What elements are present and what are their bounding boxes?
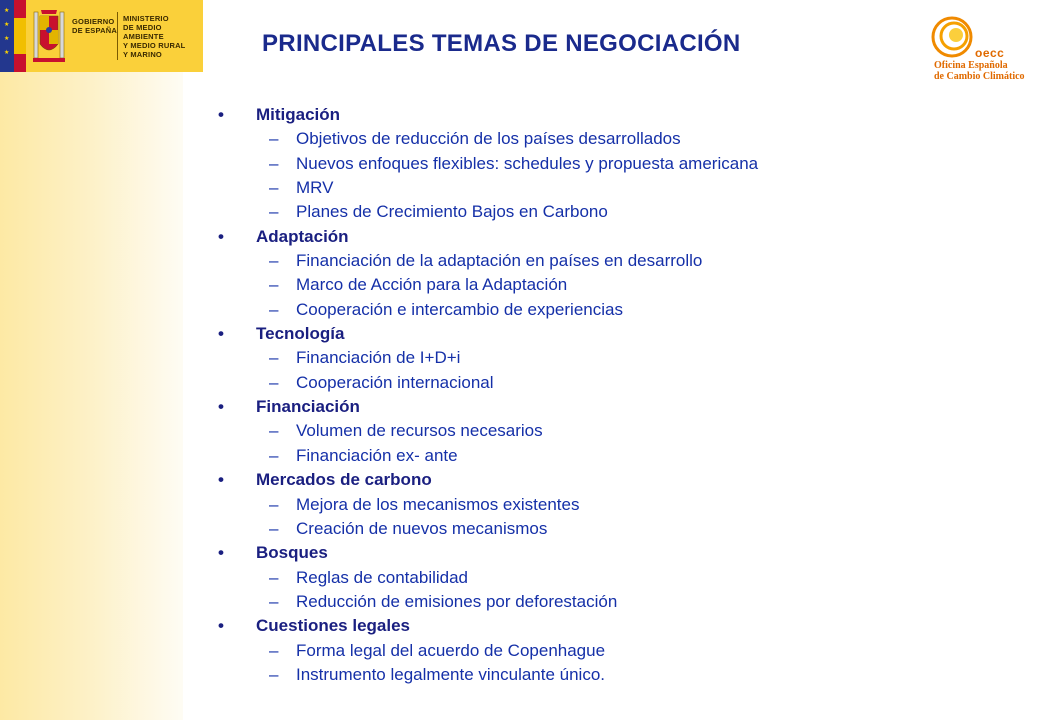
bullet-icon: •	[218, 105, 224, 124]
subtopic-item	[218, 639, 758, 663]
subtopic-text: Nuevos enfoques flexibles: schedules y propuesta americana	[296, 153, 759, 173]
dash-icon: –	[269, 251, 279, 271]
dash-icon: –	[269, 664, 279, 684]
government-line: DE ESPAÑA	[72, 26, 118, 35]
government-line: GOBIERNO	[72, 17, 115, 26]
bullet-icon: •	[218, 226, 224, 246]
subtopic-item	[218, 493, 758, 517]
page-title: PRINCIPALES TEMAS DE NEGOCIACIÓN	[262, 30, 741, 57]
subtopic-item	[218, 152, 758, 176]
dash-icon: –	[269, 153, 279, 173]
subtopic-text: Financiación ex- ante	[296, 445, 458, 465]
oecc-spiral-icon	[930, 15, 980, 60]
subtopic-list	[218, 249, 758, 322]
subtopic-text: Cooperación internacional	[296, 372, 494, 392]
subtopic-text: Planes de Crecimiento Bajos en Carbono	[296, 202, 608, 222]
eu-star-icon: ★	[4, 50, 10, 56]
subtopic-list	[218, 346, 758, 395]
topic-title: Cuestiones legales	[256, 616, 411, 636]
subtopic-text: Objetivos de reducción de los países desarrollados	[296, 129, 681, 149]
coat-of-arms-icon	[32, 6, 66, 66]
topic-title: Tecnología	[256, 324, 345, 344]
topic-bosques	[218, 541, 758, 614]
topic-heading	[218, 322, 758, 346]
subtopic-item	[218, 590, 758, 614]
subtopic-item	[218, 298, 758, 322]
subtopic-item	[218, 371, 758, 395]
dash-icon: –	[269, 591, 279, 611]
topic-mitigacion	[218, 103, 758, 225]
bullet-icon: •	[218, 324, 224, 344]
oecc-abbreviation: oecc	[975, 46, 1005, 60]
subtopic-item	[218, 176, 758, 200]
oecc-logo	[930, 15, 1035, 85]
subtopic-item	[218, 127, 758, 151]
ministry-line: DE MEDIO AMBIENTE	[123, 23, 164, 41]
topics-list	[218, 103, 758, 687]
logo-divider	[117, 12, 118, 60]
subtopic-text: Forma legal del acuerdo de Copenhague	[296, 640, 606, 660]
topic-heading	[218, 395, 758, 419]
ministry-text	[123, 14, 203, 59]
subtopic-item	[218, 419, 758, 443]
dash-icon: –	[269, 421, 279, 441]
dash-icon: –	[269, 348, 279, 368]
subtopic-list	[218, 493, 758, 542]
subtopic-text: Reglas de contabilidad	[296, 567, 469, 587]
subtopic-item	[218, 566, 758, 590]
government-logo	[0, 0, 203, 72]
dash-icon: –	[269, 202, 279, 222]
topic-heading	[218, 225, 758, 249]
subtopic-text: Volumen de recursos necesarios	[296, 421, 543, 441]
subtopic-list	[218, 639, 758, 688]
dash-icon: –	[269, 640, 279, 660]
subtopic-item	[218, 249, 758, 273]
subtopic-list	[218, 419, 758, 468]
subtopic-text: Creación de nuevos mecanismos	[296, 518, 548, 538]
topic-mercados-de-carbono	[218, 468, 758, 541]
subtopic-item	[218, 663, 758, 687]
dash-icon: –	[269, 129, 279, 149]
eu-star-icon: ★	[4, 8, 10, 14]
subtopic-item	[218, 200, 758, 224]
dash-icon: –	[269, 372, 279, 392]
topic-title: Financiación	[256, 397, 360, 417]
topic-heading	[218, 614, 758, 638]
bullet-icon: •	[218, 543, 224, 563]
subtopic-item	[218, 517, 758, 541]
subtopic-text: Cooperación e intercambio de experiencias	[296, 299, 623, 319]
dash-icon: –	[269, 299, 279, 319]
dash-icon: –	[269, 567, 279, 587]
topic-title: Adaptación	[256, 226, 349, 246]
oecc-name-line2: de Cambio Climático	[934, 71, 1025, 82]
subtopic-text: Marco de Acción para la Adaptación	[296, 275, 568, 295]
dash-icon: –	[269, 494, 279, 514]
dash-icon: –	[269, 275, 279, 295]
topic-adaptacion	[218, 225, 758, 322]
subtopic-text: Mejora de los mecanismos existentes	[296, 494, 580, 514]
subtopic-text: MRV	[296, 178, 334, 198]
topic-financiacion	[218, 395, 758, 468]
ministry-line: Y MEDIO RURAL	[123, 41, 186, 50]
bullet-icon: •	[218, 470, 224, 490]
subtopic-text: Financiación de la adaptación en países en desarrollo	[296, 251, 703, 271]
bullet-icon: •	[218, 616, 224, 636]
eu-star-icon: ★	[4, 36, 10, 42]
topic-tecnologia	[218, 322, 758, 395]
spain-flag-icon	[14, 0, 26, 72]
topic-title: Mitigación	[256, 105, 341, 124]
government-text	[72, 17, 117, 35]
topic-heading	[218, 541, 758, 565]
topic-title: Bosques	[256, 543, 328, 563]
ministry-line: Y MARINO	[123, 50, 162, 59]
subtopic-item	[218, 444, 758, 468]
topic-heading	[218, 103, 758, 127]
side-gradient-band	[0, 72, 183, 720]
ministry-line: MINISTERIO	[123, 14, 169, 23]
subtopic-list	[218, 566, 758, 615]
subtopic-text: Instrumento legalmente vinculante único.	[296, 664, 606, 684]
dash-icon: –	[269, 178, 279, 198]
dash-icon: –	[269, 518, 279, 538]
dash-icon: –	[269, 445, 279, 465]
topic-title: Mercados de carbono	[256, 470, 432, 490]
subtopic-text: Financiación de I+D+i	[296, 348, 461, 368]
oecc-name-line1: Oficina Española	[934, 60, 1008, 71]
subtopic-text: Reducción de emisiones por deforestación	[296, 591, 618, 611]
subtopic-item	[218, 273, 758, 297]
topic-cuestiones-legales	[218, 614, 758, 687]
topic-heading	[218, 468, 758, 492]
subtopic-list	[218, 127, 758, 224]
subtopic-item	[218, 346, 758, 370]
bullet-icon: •	[218, 397, 224, 417]
eu-star-icon: ★	[4, 22, 10, 28]
